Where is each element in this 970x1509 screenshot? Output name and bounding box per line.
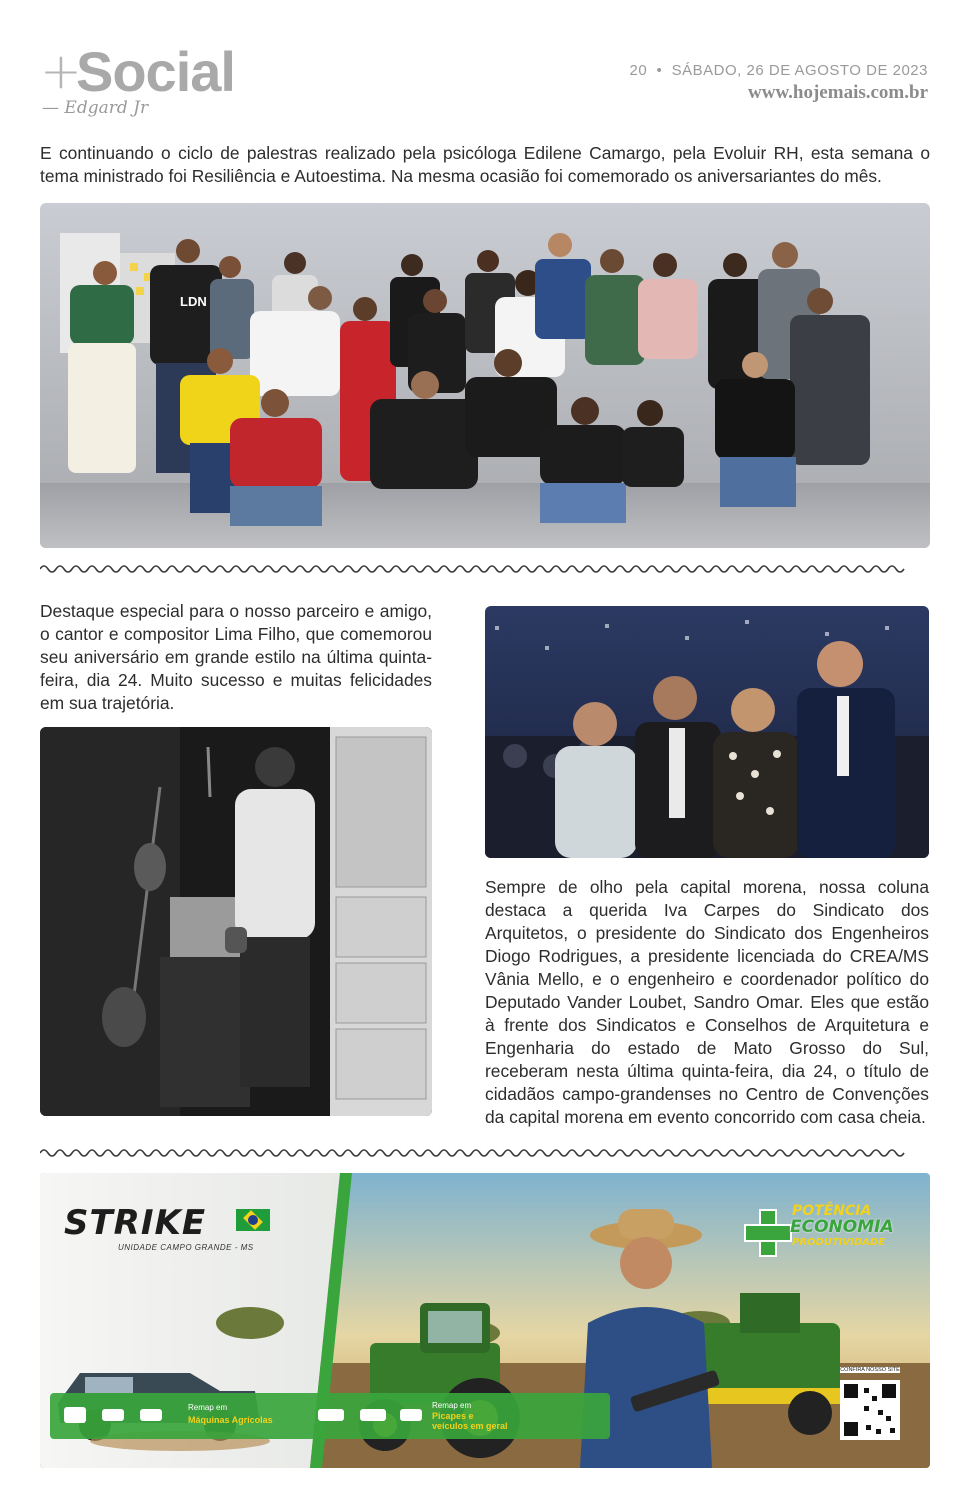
website-link[interactable]: www.hojemais.com.br bbox=[748, 82, 928, 103]
remap-2-small: Remap em bbox=[432, 1401, 472, 1410]
page-meta bbox=[630, 62, 928, 104]
event-photo-image bbox=[485, 606, 929, 858]
page-number: 20 bbox=[629, 62, 648, 79]
group-photo-image bbox=[40, 203, 930, 548]
remap-2-label: Picapes e veículos em geral bbox=[432, 1411, 508, 1431]
qr-label: CONFIRA NOSSO SITE bbox=[840, 1367, 900, 1373]
column-brand bbox=[40, 40, 280, 134]
brand-plus: + bbox=[40, 42, 82, 100]
event-photo bbox=[485, 606, 929, 858]
brazil-flag-icon bbox=[236, 1209, 270, 1231]
strike-advertisement[interactable] bbox=[40, 1173, 930, 1468]
plus-logo-icon bbox=[744, 1209, 788, 1253]
tag-economia: ECONOMIA bbox=[790, 1217, 894, 1237]
issue-date: SÁBADO, 26 DE AGOSTO DE 2023 bbox=[671, 62, 928, 79]
article-1-text: E continuando o ciclo de palestras realizado pela psicóloga Edilene Camargo, pela Evoluir RH, esta semana o tema ministrado foi Resiliência e Autoestima. Na mesma ocasião foi comemorado os aniversariantes do mês. bbox=[40, 143, 930, 186]
singer-photo bbox=[40, 727, 432, 1116]
wave-divider-2 bbox=[40, 1147, 930, 1159]
singer-photo-image bbox=[40, 727, 432, 1116]
remap-1-label: Máquinas Agrícolas bbox=[188, 1415, 273, 1425]
article-2-text: Destaque especial para o nosso parceiro e amigo, o cantor e compositor Lima Filho, que comemorou seu aniversário em grande estilo na última quinta-feira, dia 24. Muito sucesso e muitas felicidades em sua trajetória. bbox=[40, 601, 432, 713]
meta-separator: • bbox=[656, 62, 663, 79]
brand-signature: — Edgard Jr bbox=[42, 98, 149, 118]
strike-logo: STRIKE bbox=[64, 1203, 207, 1243]
tag-produtividade: PRODUTIVIDADE bbox=[792, 1237, 886, 1248]
qr-code-icon[interactable] bbox=[840, 1380, 900, 1440]
wave-divider-1 bbox=[40, 563, 930, 575]
tag-potencia: POTÊNCIA bbox=[792, 1203, 872, 1219]
shirt-text: LDN bbox=[180, 294, 207, 309]
group-photo bbox=[40, 203, 930, 548]
strike-subtitle: UNIDADE CAMPO GRANDE - MS bbox=[118, 1243, 254, 1252]
remap-1-small: Remap em bbox=[188, 1403, 228, 1412]
brand-title: Social bbox=[76, 40, 235, 103]
article-3-text: Sempre de olho pela capital morena, nossa coluna destaca a querida Iva Carpes do Sindicato dos Arquitetos, o presidente do Sindicato dos Engenheiros Diogo Rodrigues, a presidente licenciada do CREA/MS Vânia Mello, e o engenheiro e coordenador político do Deputado Vander Loubet, Sandro Omar. Eles que estão à frente dos Sindicatos e Conselhos de Arquitetura e Engenharia do estado de Mato Grosso do Sul, receberam nesta última quinta-feira, dia 24, o título de cidadãos campo-grandenses no Centro de Convenções da capital morena em evento concorrido com casa cheia. bbox=[485, 877, 929, 1127]
